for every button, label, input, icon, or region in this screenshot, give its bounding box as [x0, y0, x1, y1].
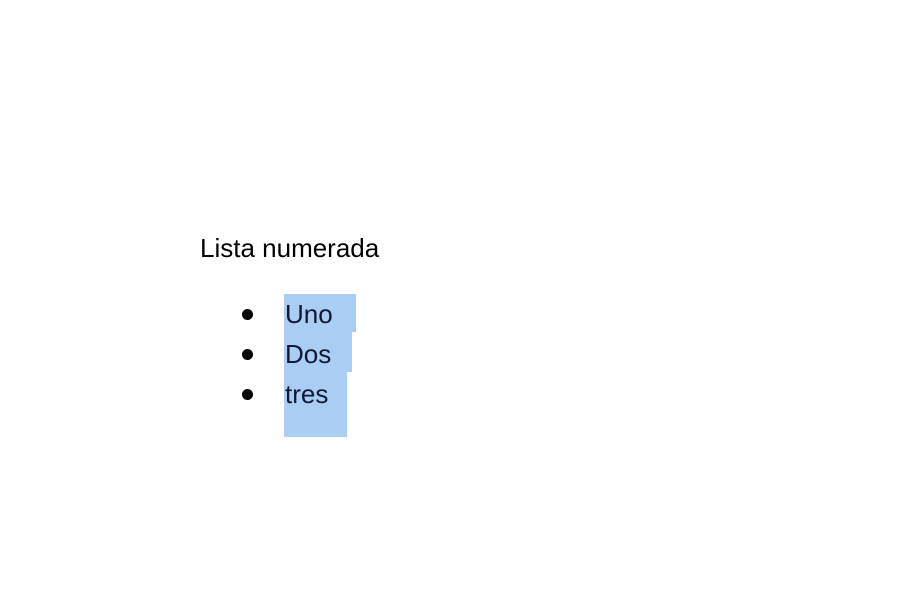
bullet-icon	[242, 389, 253, 400]
bullet-icon	[242, 309, 253, 320]
list-item-text[interactable]: tres	[285, 379, 329, 409]
list-item[interactable]	[0, 294, 400, 334]
list-item-text[interactable]: Dos	[285, 339, 332, 369]
list-item[interactable]	[0, 334, 400, 374]
list-item[interactable]	[0, 374, 400, 414]
list-item-text[interactable]: Uno	[285, 299, 333, 329]
bullet-icon	[242, 349, 253, 360]
list-heading[interactable]: Lista numerada	[200, 233, 380, 263]
